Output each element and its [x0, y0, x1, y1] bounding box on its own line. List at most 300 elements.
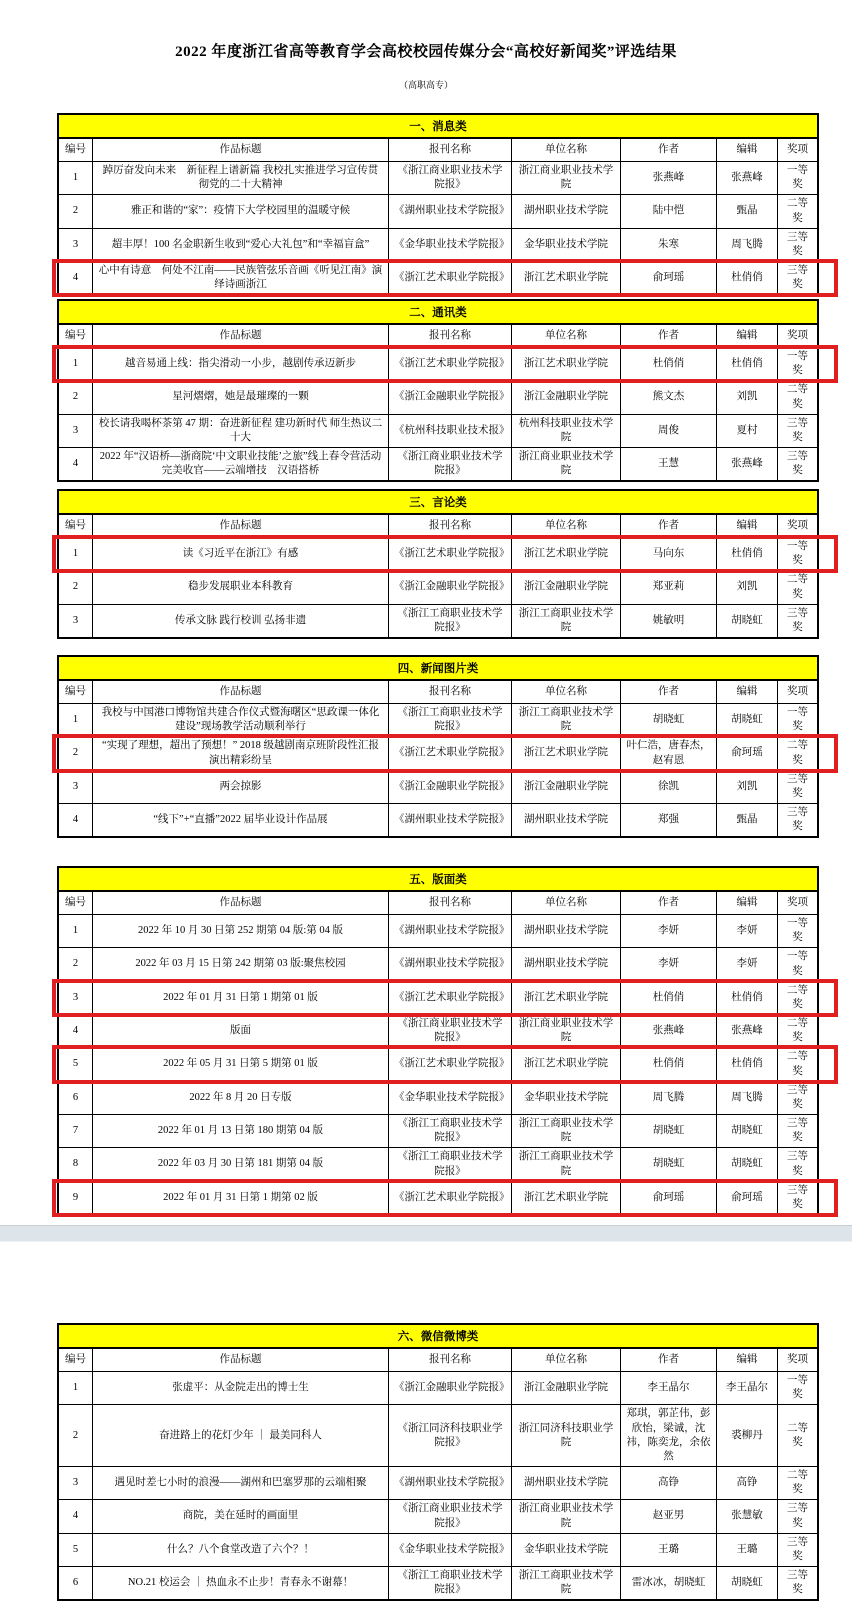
cell-editor: 高铮	[716, 1467, 777, 1499]
cell-award: 三等奖	[777, 229, 817, 261]
header-cell-author: 作者	[620, 139, 716, 161]
cell-editor: 张燕峰	[716, 448, 777, 480]
cell-editor: 张慧敏	[716, 1500, 777, 1532]
cell-title: 读《习近平在浙江》有感	[92, 538, 388, 570]
cell-title: 心中有诗意 何处不江南——民族管弦乐音画《听见江南》演绎诗画浙江	[92, 262, 388, 294]
cell-no: 3	[72, 614, 79, 626]
cell-author: 杜俏俏	[620, 1048, 716, 1080]
header-cell-title: 作品标题	[92, 139, 388, 161]
cell-publication: 《浙江工商职业技术学院报》	[388, 1567, 511, 1599]
cell-publication: 《湖州职业技术学院报》	[388, 948, 511, 980]
cell-award: 三等奖	[777, 448, 817, 480]
header-cell-no: 编号	[65, 143, 86, 155]
cell-author: 高铮	[620, 1467, 716, 1499]
cell-publication: 《湖州职业技术学院报》	[388, 1467, 511, 1499]
cell-author: 张燕峰	[620, 162, 716, 194]
table-row	[59, 803, 817, 836]
cell-title: 稳步发展职业本科教育	[92, 571, 388, 603]
cell-publication: 《浙江商业职业技术学院报》	[388, 162, 511, 194]
header-cell-publication: 报刊名称	[388, 1349, 511, 1371]
cell-title: 奋进路上的花灯少年 ｜ 最美同科人	[92, 1405, 388, 1466]
cell-award: 二等奖	[777, 1467, 817, 1499]
cell-editor: 胡晓虹	[716, 605, 777, 637]
cell-publication: 《浙江工商职业技术学院报》	[388, 1148, 511, 1180]
awards-table	[57, 137, 819, 296]
table-header-row	[59, 325, 817, 347]
header-cell-no: 编号	[65, 329, 86, 341]
header-cell-publication: 报刊名称	[388, 681, 511, 703]
doc-title: 2022 年度浙江省高等教育学会高校校园传媒分会“高校好新闻奖”评选结果	[175, 44, 677, 60]
cell-title: 商院，美在延时的画面里	[92, 1500, 388, 1532]
cell-editor: 裘柳丹	[716, 1405, 777, 1466]
header-cell-editor: 编辑	[716, 325, 777, 347]
awards-table	[57, 890, 819, 1216]
cell-publication: 《金华职业技术学院报》	[388, 229, 511, 261]
cell-title: 校长请我喝杯茶第 47 期：奋进新征程 建功新时代 师生热议二十大	[92, 415, 388, 447]
cell-editor: 胡晓虹	[716, 1148, 777, 1180]
cell-no: 4	[72, 814, 79, 826]
doc-subtitle: （高职高专）	[398, 80, 453, 90]
section-title: 二、通讯类	[57, 299, 819, 323]
cell-award: 三等奖	[777, 1182, 817, 1214]
cell-no: 6	[72, 1091, 79, 1103]
table-header-row	[59, 1349, 817, 1371]
table-header-row	[59, 515, 817, 537]
cell-editor: 夏村	[716, 415, 777, 447]
table-row	[59, 414, 817, 447]
cell-unit: 浙江艺术职业学院	[511, 737, 620, 769]
header-cell-publication: 报刊名称	[388, 892, 511, 914]
table-row	[59, 981, 817, 1014]
cell-award: 三等奖	[777, 605, 817, 637]
table-row	[59, 194, 817, 227]
cell-award: 二等奖	[777, 1015, 817, 1047]
cell-editor: 胡晓虹	[716, 1567, 777, 1599]
cell-title: 传承文脉 践行校训 弘扬非遗	[92, 605, 388, 637]
header-cell-editor: 编辑	[716, 139, 777, 161]
cell-unit: 浙江金融职业学院	[511, 381, 620, 413]
cell-no: 6	[72, 1577, 79, 1589]
table-row	[59, 380, 817, 413]
cell-author: 胡晓虹	[620, 1148, 716, 1180]
cell-title: “线下”+“直播”2022 届毕业设计作品展	[92, 804, 388, 836]
cell-editor: 张燕峰	[716, 162, 777, 194]
cell-author: 杜俏俏	[620, 982, 716, 1014]
header-cell-title: 作品标题	[92, 681, 388, 703]
header-cell-author: 作者	[620, 681, 716, 703]
cell-no: 1	[72, 925, 79, 937]
cell-author: 俞珂瑶	[620, 1182, 716, 1214]
cell-unit: 浙江金融职业学院	[511, 1372, 620, 1404]
section-title: 四、新闻图片类	[57, 655, 819, 679]
cell-award: 二等奖	[777, 571, 817, 603]
header-cell-publication: 报刊名称	[388, 139, 511, 161]
cell-award: 三等奖	[777, 1500, 817, 1532]
cell-no: 1	[72, 548, 79, 560]
cell-no: 3	[72, 238, 79, 250]
table-row	[59, 228, 817, 261]
cell-unit: 湖州职业技术学院	[511, 915, 620, 947]
cell-no: 2	[72, 958, 79, 970]
cell-publication: 《浙江商业职业技术学院报》	[388, 1500, 511, 1532]
cell-title: 越音易通上线：指尖滑动一小步，越剧传承迈新步	[92, 348, 388, 380]
table-row	[59, 161, 817, 194]
header-cell-no: 编号	[65, 1353, 86, 1365]
cell-title: 2022 年 10 月 30 日第 252 期第 04 版:第 04 版	[92, 915, 388, 947]
cell-author: 胡晓虹	[620, 1115, 716, 1147]
cell-editor: 刘凯	[716, 381, 777, 413]
awards-table	[57, 323, 819, 482]
cell-publication: 《金华职业技术学院报》	[388, 1534, 511, 1566]
cell-no: 7	[72, 1125, 79, 1137]
cell-author: 胡晓虹	[620, 704, 716, 736]
cell-author: 郑强	[620, 804, 716, 836]
cell-title: 两会掠影	[92, 771, 388, 803]
section-news	[57, 113, 819, 296]
cell-no: 2	[72, 747, 79, 759]
header-cell-author: 作者	[620, 1349, 716, 1371]
cell-no: 4	[72, 272, 79, 284]
table-row	[59, 1533, 817, 1566]
table-row	[59, 914, 817, 947]
header-cell-award: 奖项	[777, 892, 817, 914]
cell-author: 陆中恺	[620, 195, 716, 227]
cell-author: 周俊	[620, 415, 716, 447]
cell-title: 2022 年 8 月 20 日专版	[92, 1082, 388, 1114]
cell-award: 三等奖	[777, 1115, 817, 1147]
cell-unit: 浙江工商职业技术学院	[511, 1148, 620, 1180]
table-row	[59, 570, 817, 603]
cell-publication: 《浙江工商职业技术学院报》	[388, 704, 511, 736]
header-cell-publication: 报刊名称	[388, 325, 511, 347]
cell-publication: 《浙江艺术职业学院报》	[388, 1048, 511, 1080]
cell-title: 2022 年 03 月 15 日第 242 期第 03 版:聚焦校园	[92, 948, 388, 980]
header-cell-award: 奖项	[777, 681, 817, 703]
cell-no: 5	[72, 1058, 79, 1070]
header-cell-editor: 编辑	[716, 1349, 777, 1371]
cell-author: 赵亚男	[620, 1500, 716, 1532]
cell-unit: 浙江工商职业技术学院	[511, 1567, 620, 1599]
header-cell-publication: 报刊名称	[388, 515, 511, 537]
cell-publication: 《浙江艺术职业学院报》	[388, 538, 511, 570]
awards-table	[57, 1347, 819, 1601]
header-cell-award: 奖项	[777, 515, 817, 537]
cell-award: 一等奖	[777, 538, 817, 570]
cell-unit: 浙江商业职业技术学院	[511, 1500, 620, 1532]
cell-unit: 浙江艺术职业学院	[511, 982, 620, 1014]
section-news-photo	[57, 655, 819, 838]
cell-unit: 湖州职业技术学院	[511, 1467, 620, 1499]
cell-no: 3	[72, 780, 79, 792]
cell-publication: 《浙江艺术职业学院报》	[388, 262, 511, 294]
cell-editor: 俞珂瑶	[716, 737, 777, 769]
table-row	[59, 1566, 817, 1599]
cell-editor: 俞珂瑶	[716, 1182, 777, 1214]
cell-publication: 《浙江艺术职业学院报》	[388, 348, 511, 380]
cell-editor: 周飞腾	[716, 1082, 777, 1114]
header-cell-no: 编号	[65, 685, 86, 697]
cell-unit: 浙江商业职业技术学院	[511, 162, 620, 194]
header-cell-award: 奖项	[777, 139, 817, 161]
cell-publication: 《浙江艺术职业学院报》	[388, 737, 511, 769]
cell-no: 1	[72, 172, 79, 184]
cell-no: 2	[72, 1429, 79, 1441]
cell-editor: 胡晓虹	[716, 704, 777, 736]
cell-publication: 《浙江金融职业学院报》	[388, 381, 511, 413]
cell-award: 三等奖	[777, 415, 817, 447]
cell-unit: 浙江同济科技职业学院	[511, 1405, 620, 1466]
page-break-separator	[0, 1225, 852, 1242]
cell-no: 4	[72, 1510, 79, 1522]
cell-author: 郑亚莉	[620, 571, 716, 603]
cell-editor: 周飞腾	[716, 229, 777, 261]
cell-no: 3	[72, 1477, 79, 1489]
cell-publication: 《浙江金融职业学院报》	[388, 571, 511, 603]
cell-title: 什么？八个食堂改造了六个？！	[92, 1534, 388, 1566]
cell-author: 周飞腾	[620, 1082, 716, 1114]
table-row	[59, 1499, 817, 1532]
cell-unit: 金华职业技术学院	[511, 229, 620, 261]
section-newsletter	[57, 299, 819, 482]
cell-title: 我校与中国港口博物馆共建合作仪式暨海曙区“思政课一体化建设”现场教学活动顺利举行	[92, 704, 388, 736]
cell-title: 2022 年 01 月 31 日第 1 期第 02 版	[92, 1182, 388, 1214]
table-row	[59, 1466, 817, 1499]
header-cell-no: 编号	[65, 896, 86, 908]
cell-award: 一等奖	[777, 348, 817, 380]
cell-award: 二等奖	[777, 1048, 817, 1080]
header-cell-title: 作品标题	[92, 515, 388, 537]
table-header-row	[59, 892, 817, 914]
cell-publication: 《湖州职业技术学院报》	[388, 804, 511, 836]
cell-no: 2	[72, 205, 79, 217]
cell-title: 遇见时差七小时的浪漫——湖州和巴塞罗那的云端相聚	[92, 1467, 388, 1499]
cell-editor: 杜俏俏	[716, 348, 777, 380]
cell-author: 朱寒	[620, 229, 716, 261]
cell-publication: 《杭州科技职业技术报》	[388, 415, 511, 447]
cell-editor: 杜俏俏	[716, 1048, 777, 1080]
table-row	[59, 703, 817, 736]
cell-title: 2022 年 01 月 31 日第 1 期第 01 版	[92, 982, 388, 1014]
section-commentary	[57, 489, 819, 639]
table-row	[59, 1181, 817, 1214]
cell-award: 三等奖	[777, 804, 817, 836]
cell-author: 马向东	[620, 538, 716, 570]
table-row	[59, 1114, 817, 1147]
cell-editor: 胡晓虹	[716, 1115, 777, 1147]
cell-author: 李妍	[620, 948, 716, 980]
cell-no: 1	[72, 714, 79, 726]
table-header-row	[59, 139, 817, 161]
cell-unit: 浙江金融职业学院	[511, 571, 620, 603]
cell-title: NO.21 校运会 ｜ 热血永不止步！青春永不谢幕！	[92, 1567, 388, 1599]
header-cell-author: 作者	[620, 892, 716, 914]
table-row	[59, 537, 817, 570]
cell-author: 姚敏明	[620, 605, 716, 637]
table-row	[59, 736, 817, 769]
cell-title: 2022 年 03 月 30 日第 181 期第 04 版	[92, 1148, 388, 1180]
section-title: 六、微信微博类	[57, 1323, 819, 1347]
cell-award: 一等奖	[777, 1372, 817, 1404]
cell-author: 叶仁浩，唐春杰，赵宥恩	[620, 737, 716, 769]
cell-award: 二等奖	[777, 737, 817, 769]
header-cell-title: 作品标题	[92, 892, 388, 914]
cell-unit: 杭州科技职业技术学院	[511, 415, 620, 447]
cell-title: 张虚平：从金院走出的博士生	[92, 1372, 388, 1404]
cell-editor: 杜俏俏	[716, 538, 777, 570]
cell-no: 2	[72, 581, 79, 593]
section-title: 三、言论类	[57, 489, 819, 513]
cell-unit: 湖州职业技术学院	[511, 948, 620, 980]
cell-unit: 浙江艺术职业学院	[511, 348, 620, 380]
table-row	[59, 1147, 817, 1180]
cell-unit: 浙江工商职业技术学院	[511, 605, 620, 637]
cell-unit: 浙江工商职业技术学院	[511, 704, 620, 736]
cell-award: 三等奖	[777, 771, 817, 803]
cell-unit: 浙江商业职业技术学院	[511, 1015, 620, 1047]
section-page-layout	[57, 866, 819, 1216]
header-cell-unit: 单位名称	[511, 139, 620, 161]
cell-unit: 浙江商业职业技术学院	[511, 448, 620, 480]
section-title: 五、版面类	[57, 866, 819, 890]
cell-award: 一等奖	[777, 948, 817, 980]
cell-title: 2022 年 01 月 13 日第 180 期第 04 版	[92, 1115, 388, 1147]
cell-unit: 浙江艺术职业学院	[511, 1048, 620, 1080]
header-cell-editor: 编辑	[716, 515, 777, 537]
header-cell-editor: 编辑	[716, 681, 777, 703]
cell-unit: 浙江艺术职业学院	[511, 1182, 620, 1214]
cell-title: 2022 年 05 月 31 日第 5 期第 01 版	[92, 1048, 388, 1080]
cell-author: 杜俏俏	[620, 348, 716, 380]
table-row	[59, 261, 817, 294]
cell-publication: 《湖州职业技术学院报》	[388, 915, 511, 947]
cell-publication: 《浙江工商职业技术学院报》	[388, 1115, 511, 1147]
awards-table	[57, 513, 819, 639]
cell-author: 王璐	[620, 1534, 716, 1566]
header-cell-title: 作品标题	[92, 325, 388, 347]
cell-title: 超丰厚！100 名金职新生收到“爱心大礼包”和“幸福盲盒”	[92, 229, 388, 261]
cell-title: 雅正和谐的“家”：疫情下大学校园里的温暖守候	[92, 195, 388, 227]
cell-no: 9	[72, 1191, 79, 1203]
cell-no: 4	[72, 458, 79, 470]
cell-no: 4	[72, 1025, 79, 1037]
header-cell-award: 奖项	[777, 1349, 817, 1371]
header-cell-editor: 编辑	[716, 892, 777, 914]
header-cell-unit: 单位名称	[511, 892, 620, 914]
cell-author: 李王晶尔	[620, 1372, 716, 1404]
table-row	[59, 1047, 817, 1080]
section-title: 一、消息类	[57, 113, 819, 137]
table-row	[59, 447, 817, 480]
cell-editor: 甄晶	[716, 804, 777, 836]
cell-title: 版面	[92, 1015, 388, 1047]
table-row	[59, 1014, 817, 1047]
cell-author: 俞珂瑶	[620, 262, 716, 294]
cell-unit: 浙江工商职业技术学院	[511, 1115, 620, 1147]
cell-editor: 杜俏俏	[716, 982, 777, 1014]
table-row	[59, 770, 817, 803]
cell-publication: 《浙江同济科技职业学院报》	[388, 1405, 511, 1466]
cell-publication: 《湖州职业技术学院报》	[388, 195, 511, 227]
cell-editor: 杜俏俏	[716, 262, 777, 294]
table-header-row	[59, 681, 817, 703]
cell-award: 二等奖	[777, 381, 817, 413]
cell-no: 3	[72, 424, 79, 436]
header-cell-unit: 单位名称	[511, 515, 620, 537]
cell-no: 1	[72, 358, 79, 370]
cell-editor: 李妍	[716, 948, 777, 980]
cell-publication: 《浙江金融职业学院报》	[388, 771, 511, 803]
cell-publication: 《浙江工商职业技术学院报》	[388, 605, 511, 637]
cell-award: 二等奖	[777, 1405, 817, 1466]
header-cell-unit: 单位名称	[511, 325, 620, 347]
cell-award: 三等奖	[777, 1534, 817, 1566]
table-row	[59, 604, 817, 637]
cell-author: 徐凯	[620, 771, 716, 803]
cell-publication: 《浙江艺术职业学院报》	[388, 982, 511, 1014]
cell-award: 二等奖	[777, 982, 817, 1014]
header-cell-no: 编号	[65, 519, 86, 531]
header-cell-unit: 单位名称	[511, 1349, 620, 1371]
cell-title: 踔厉奋发向未来 新征程上谱新篇 我校扎实推进学习宣传贯彻党的二十大精神	[92, 162, 388, 194]
awards-table	[57, 679, 819, 838]
cell-unit: 金华职业技术学院	[511, 1082, 620, 1114]
table-row	[59, 947, 817, 980]
cell-publication: 《浙江商业职业技术学院报》	[388, 1015, 511, 1047]
header-cell-title: 作品标题	[92, 1349, 388, 1371]
cell-unit: 浙江艺术职业学院	[511, 262, 620, 294]
cell-author: 郑琪，郭芷伟，彭欣怡，梁诚，沈祎，陈奕龙，余依然	[620, 1405, 716, 1466]
cell-award: 三等奖	[777, 262, 817, 294]
cell-editor: 刘凯	[716, 571, 777, 603]
cell-editor: 李妍	[716, 915, 777, 947]
cell-no: 5	[72, 1543, 79, 1555]
cell-award: 一等奖	[777, 162, 817, 194]
table-row	[59, 347, 817, 380]
cell-title: “实现了理想，超出了预想！” 2018 级越剧南京班阶段性汇报演出精彩纷呈	[92, 737, 388, 769]
cell-award: 一等奖	[777, 704, 817, 736]
cell-author: 熊文杰	[620, 381, 716, 413]
cell-publication: 《金华职业技术学院报》	[388, 1082, 511, 1114]
cell-publication: 《浙江金融职业学院报》	[388, 1372, 511, 1404]
cell-award: 二等奖	[777, 195, 817, 227]
cell-editor: 甄晶	[716, 195, 777, 227]
cell-award: 三等奖	[777, 1567, 817, 1599]
header-cell-unit: 单位名称	[511, 681, 620, 703]
section-wechat-weibo	[57, 1323, 819, 1601]
cell-editor: 张燕峰	[716, 1015, 777, 1047]
table-row	[59, 1371, 817, 1404]
cell-unit: 湖州职业技术学院	[511, 195, 620, 227]
header-cell-award: 奖项	[777, 325, 817, 347]
cell-publication: 《浙江艺术职业学院报》	[388, 1182, 511, 1214]
cell-unit: 浙江金融职业学院	[511, 771, 620, 803]
cell-no: 8	[72, 1158, 79, 1170]
cell-unit: 浙江艺术职业学院	[511, 538, 620, 570]
cell-editor: 李王晶尔	[716, 1372, 777, 1404]
cell-author: 张燕峰	[620, 1015, 716, 1047]
cell-author: 王慧	[620, 448, 716, 480]
table-row	[59, 1404, 817, 1466]
cell-author: 李妍	[620, 915, 716, 947]
header-cell-author: 作者	[620, 325, 716, 347]
cell-publication: 《浙江商业职业技术学院报》	[388, 448, 511, 480]
cell-award: 一等奖	[777, 915, 817, 947]
header-cell-author: 作者	[620, 515, 716, 537]
cell-unit: 金华职业技术学院	[511, 1534, 620, 1566]
cell-author: 雷冰冰，胡晓虹	[620, 1567, 716, 1599]
table-row	[59, 1081, 817, 1114]
cell-editor: 王璐	[716, 1534, 777, 1566]
